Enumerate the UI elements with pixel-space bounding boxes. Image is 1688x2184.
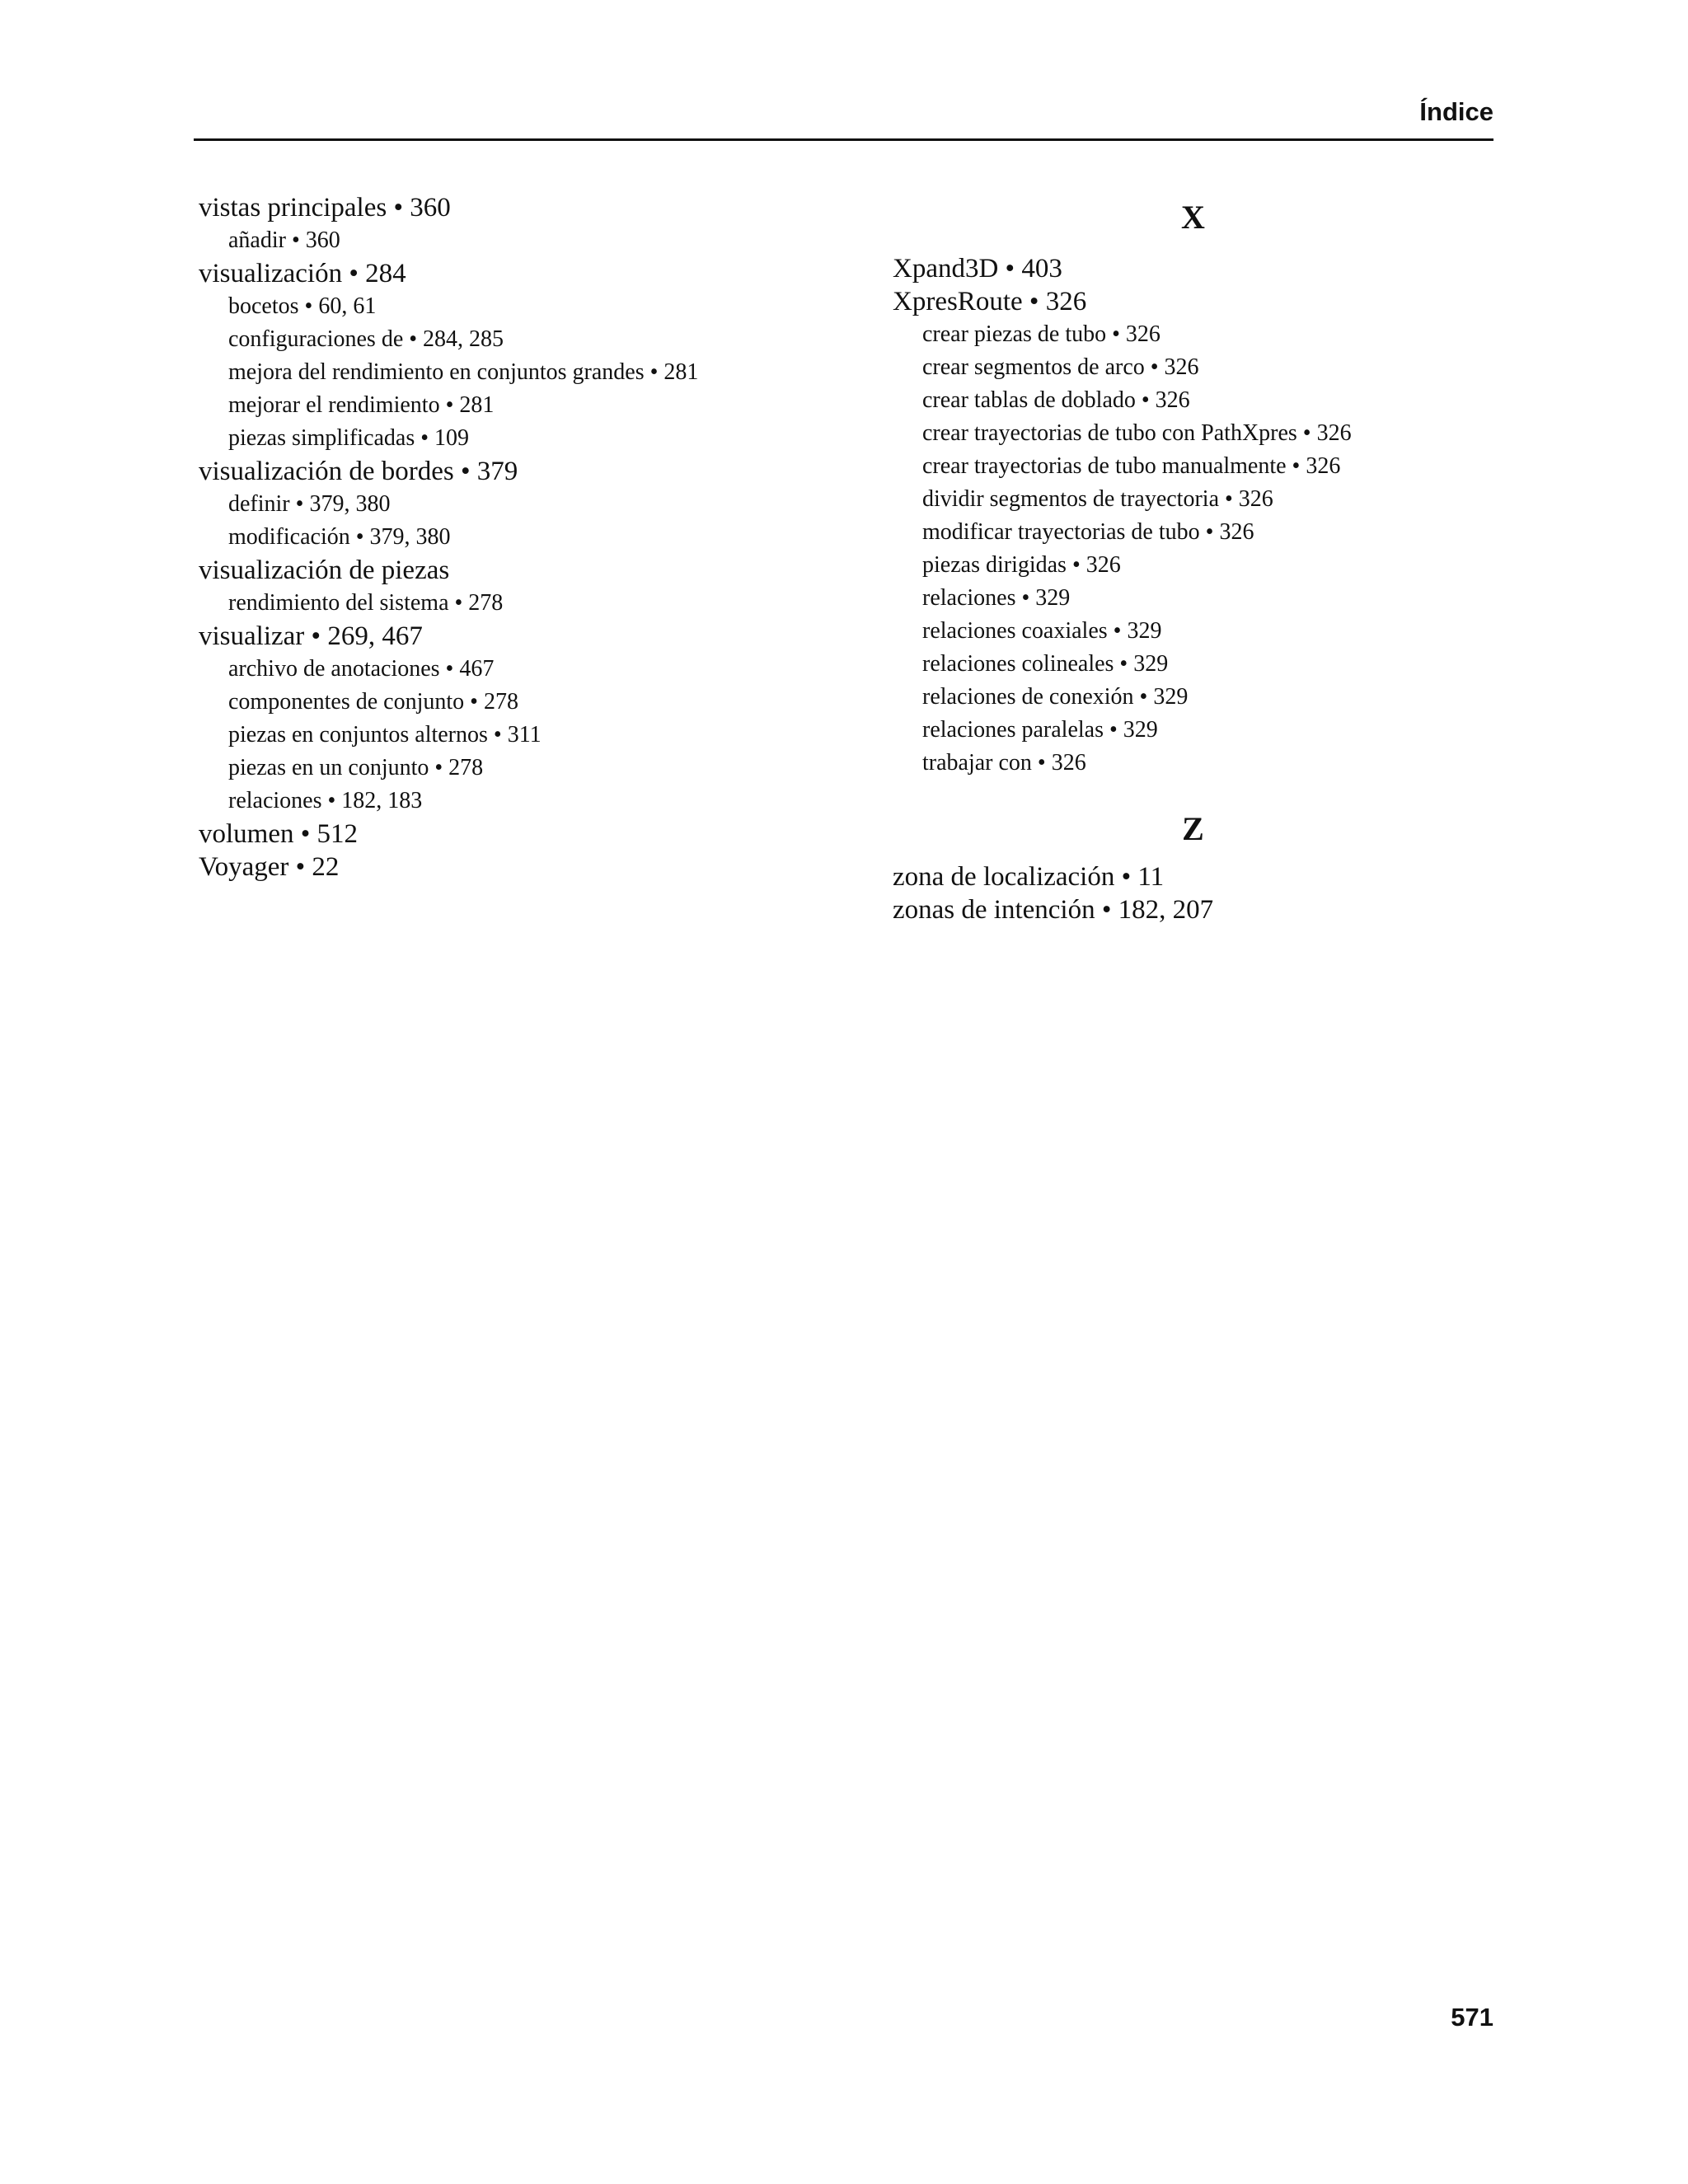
- index-subentry: relaciones de conexión • 329: [922, 684, 1189, 710]
- index-subentry: configuraciones de • 284, 285: [228, 326, 504, 352]
- index-subentry: piezas dirigidas • 326: [922, 552, 1121, 578]
- index-entry: XpresRoute • 326: [893, 287, 1087, 316]
- index-subentry: piezas en un conjunto • 278: [228, 755, 484, 780]
- index-entry: Voyager • 22: [199, 852, 340, 882]
- index-subentry: bocetos • 60, 61: [228, 293, 377, 319]
- index-entry: zonas de intención • 182, 207: [893, 895, 1214, 925]
- index-subentry: relaciones • 182, 183: [228, 788, 423, 813]
- index-subentry: mejora del rendimiento en conjuntos grandes • 281: [228, 359, 699, 385]
- index-column-left: [199, 191, 874, 883]
- index-entry: volumen • 512: [199, 819, 359, 849]
- index-subentry: modificación • 379, 380: [228, 524, 451, 550]
- index-entry: zona de localización • 11: [893, 862, 1165, 892]
- index-entry: visualización • 284: [199, 259, 406, 288]
- index-subentry: trabajar con • 326: [922, 750, 1086, 776]
- index-entry: Xpand3D • 403: [893, 254, 1062, 284]
- index-subentry: añadir • 360: [228, 227, 340, 253]
- index-subentry: relaciones coaxiales • 329: [922, 618, 1162, 644]
- index-subentry: archivo de anotaciones • 467: [228, 656, 495, 682]
- index-subentry: modificar trayectorias de tubo • 326: [922, 519, 1254, 545]
- index-column-right: [893, 191, 1493, 926]
- index-subentry: dividir segmentos de trayectoria • 326: [922, 486, 1273, 512]
- index-subentry: piezas simplificadas • 109: [228, 425, 470, 451]
- index-subentry: mejorar el rendimiento • 281: [228, 392, 495, 418]
- page-number: 571: [1451, 2003, 1493, 2032]
- index-subentry: relaciones • 329: [922, 585, 1071, 611]
- section-letter-z: Z: [1182, 810, 1204, 847]
- index-entry: visualización de piezas: [199, 555, 450, 585]
- index-entry: visualizar • 269, 467: [199, 621, 423, 651]
- index-entry: vistas principales • 360: [199, 193, 451, 223]
- index-subentry: rendimiento del sistema • 278: [228, 590, 504, 616]
- index-subentry: componentes de conjunto • 278: [228, 689, 518, 715]
- index-subentry: piezas en conjuntos alternos • 311: [228, 722, 542, 748]
- index-subentry: crear tablas de doblado • 326: [922, 387, 1190, 413]
- index-entry: visualización de bordes • 379: [199, 457, 518, 486]
- index-subentry: crear trayectorias de tubo con PathXpres • 326: [922, 420, 1352, 446]
- index-subentry: crear trayectorias de tubo manualmente • 326: [922, 453, 1341, 479]
- index-subentry: relaciones colineales • 329: [922, 651, 1169, 677]
- section-letter-x: X: [1181, 199, 1205, 236]
- index-subentry: definir • 379, 380: [228, 491, 391, 517]
- index-subentry: relaciones paralelas • 329: [922, 717, 1158, 743]
- running-head-title: Índice: [1419, 97, 1493, 126]
- header-rule: [194, 138, 1493, 141]
- index-subentry: crear piezas de tubo • 326: [922, 321, 1160, 347]
- index-subentry: crear segmentos de arco • 326: [922, 354, 1199, 380]
